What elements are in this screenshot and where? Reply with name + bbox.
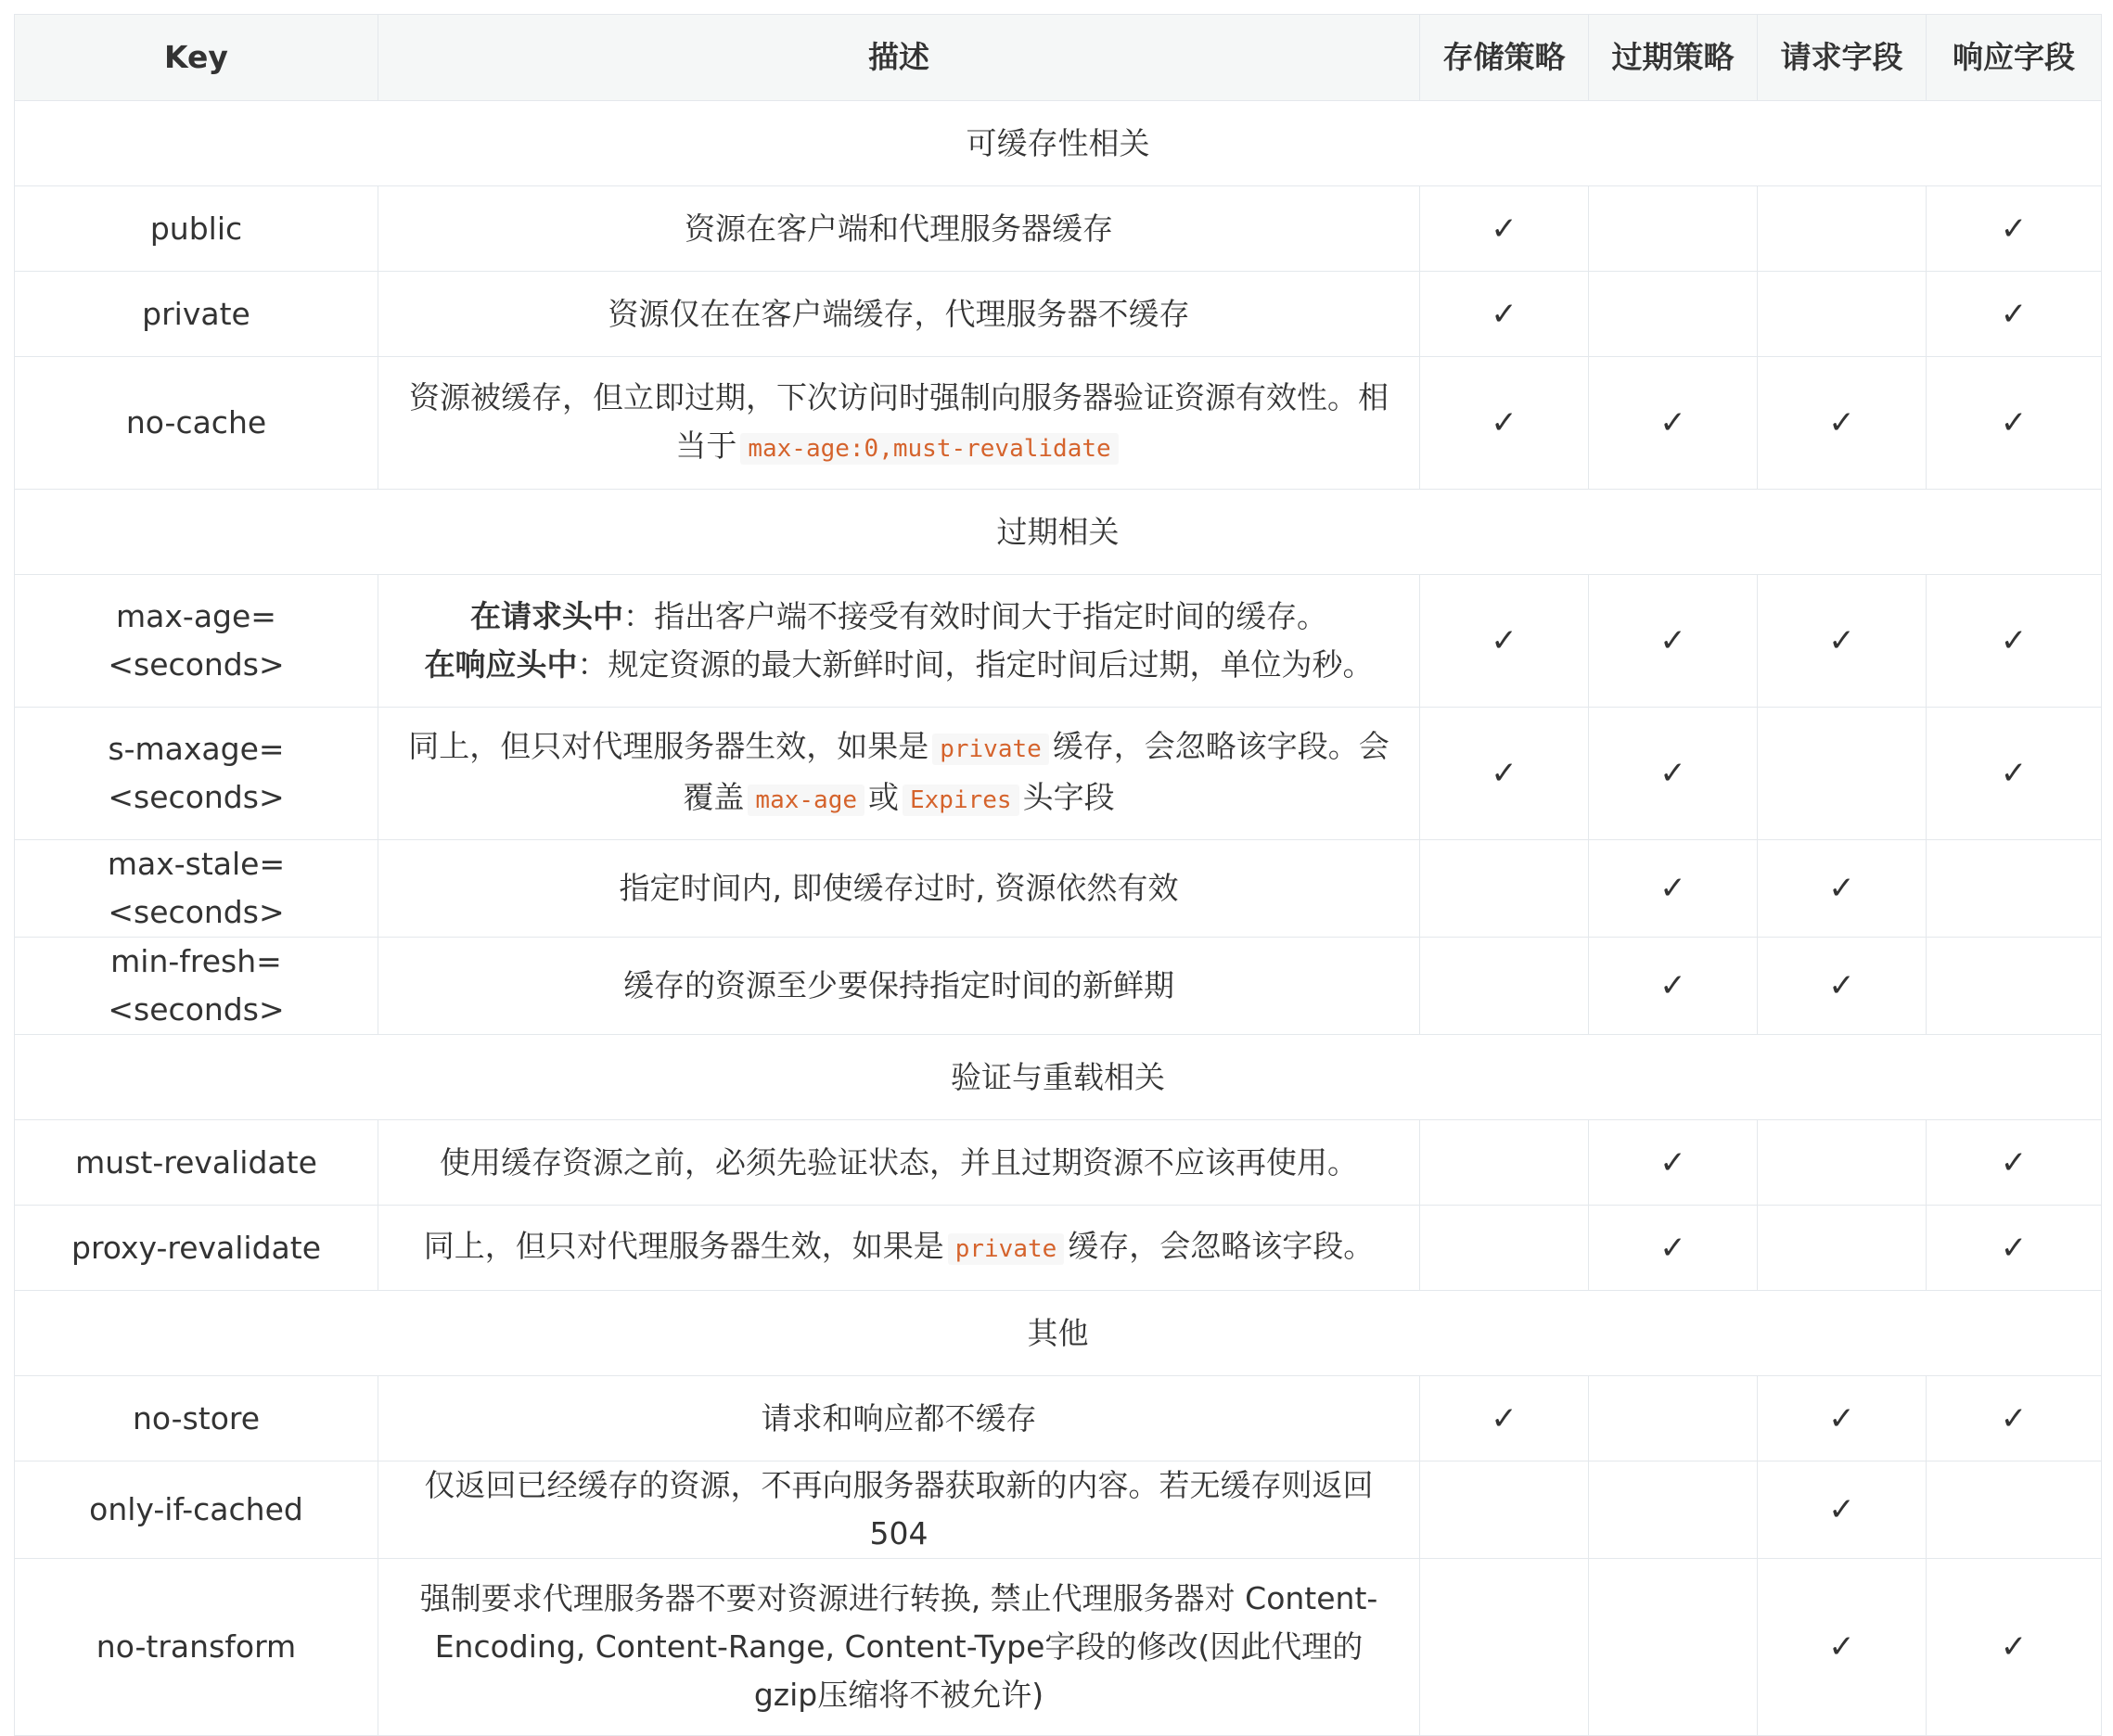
description-text: ：规定资源的最大新鲜时间，指定时间后过期，单位为秒。 xyxy=(577,646,1374,683)
inline-code: private xyxy=(932,734,1049,765)
empty-cell xyxy=(1420,1462,1589,1559)
row-key: s-maxage=<seconds> xyxy=(15,708,378,840)
description-text: 同上，但只对代理服务器生效，如果是 xyxy=(408,728,929,764)
check-icon: ✓ xyxy=(1589,575,1758,708)
inline-code: max-age:0,must-revalidate xyxy=(740,433,1118,465)
check-icon: ✓ xyxy=(1420,186,1589,272)
inline-code: max-age xyxy=(748,785,864,816)
row-key: max-stale=<seconds> xyxy=(15,840,378,938)
section-row xyxy=(15,1035,2102,1120)
check-icon: ✓ xyxy=(1420,272,1589,357)
description-text: 同上，但只对代理服务器生效，如果是 xyxy=(423,1228,944,1264)
row-description: 资源仅在在客户端缓存，代理服务器不缓存 xyxy=(378,272,1420,357)
table-row xyxy=(15,1206,2102,1291)
description-text: 缓存，会忽略该字段。 xyxy=(1068,1228,1375,1264)
description-text: 或 xyxy=(868,779,899,815)
empty-cell xyxy=(1589,1462,1758,1559)
section-row xyxy=(15,1291,2102,1376)
description-text: 头字段 xyxy=(1022,779,1115,815)
row-description: 缓存的资源至少要保持指定时间的新鲜期 xyxy=(378,938,1420,1035)
header-storage-policy: 存储策略 xyxy=(1420,15,1589,101)
row-description: 仅返回已经缓存的资源，不再向服务器获取新的内容。若无缓存则返回504 xyxy=(378,1462,1420,1559)
row-key: public xyxy=(15,186,378,272)
row-key: min-fresh=<seconds> xyxy=(15,938,378,1035)
empty-cell xyxy=(1589,272,1758,357)
table-row xyxy=(15,1376,2102,1462)
check-icon: ✓ xyxy=(1927,186,2102,272)
row-key: must-revalidate xyxy=(15,1120,378,1206)
check-icon: ✓ xyxy=(1927,1559,2102,1736)
check-icon: ✓ xyxy=(1420,575,1589,708)
table-row xyxy=(15,938,2102,1035)
bold-label: 在响应头中 xyxy=(424,646,578,683)
header-description: 描述 xyxy=(378,15,1420,101)
empty-cell xyxy=(1420,1559,1589,1736)
section-title: 过期相关 xyxy=(15,490,2102,575)
empty-cell xyxy=(1758,1206,1927,1291)
empty-cell xyxy=(1589,186,1758,272)
inline-code: private xyxy=(948,1233,1065,1265)
row-description: 资源在客户端和代理服务器缓存 xyxy=(378,186,1420,272)
empty-cell xyxy=(1927,1462,2102,1559)
check-icon: ✓ xyxy=(1589,938,1758,1035)
table-row xyxy=(15,357,2102,490)
row-key: no-store xyxy=(15,1376,378,1462)
empty-cell xyxy=(1758,1120,1927,1206)
check-icon: ✓ xyxy=(1758,840,1927,938)
row-description xyxy=(378,1206,1420,1291)
check-icon: ✓ xyxy=(1927,1376,2102,1462)
row-key: max-age=<seconds> xyxy=(15,575,378,708)
check-icon: ✓ xyxy=(1420,1376,1589,1462)
check-icon: ✓ xyxy=(1589,1120,1758,1206)
check-icon: ✓ xyxy=(1927,1120,2102,1206)
header-expire-policy: 过期策略 xyxy=(1589,15,1758,101)
check-icon: ✓ xyxy=(1758,1559,1927,1736)
row-key: no-cache xyxy=(15,357,378,490)
row-description xyxy=(378,708,1420,840)
check-icon: ✓ xyxy=(1420,357,1589,490)
row-key: no-transform xyxy=(15,1559,378,1736)
check-icon: ✓ xyxy=(1758,1376,1927,1462)
check-icon: ✓ xyxy=(1927,708,2102,840)
row-key: only-if-cached xyxy=(15,1462,378,1559)
header-key: Key xyxy=(15,15,378,101)
check-icon: ✓ xyxy=(1758,575,1927,708)
check-icon: ✓ xyxy=(1420,708,1589,840)
row-description: 强制要求代理服务器不要对资源进行转换, 禁止代理服务器对 Content-Encoding, Content-Range, Content-Type字段的修改(因此代理的gzip压缩将不被允许) xyxy=(378,1559,1420,1736)
bold-label: 在请求头中 xyxy=(470,598,623,634)
empty-cell xyxy=(1758,272,1927,357)
empty-cell xyxy=(1589,1376,1758,1462)
check-icon: ✓ xyxy=(1589,1206,1758,1291)
header-response-field: 响应字段 xyxy=(1927,15,2102,101)
empty-cell xyxy=(1927,938,2102,1035)
inline-code: Expires xyxy=(903,785,1019,816)
empty-cell xyxy=(1758,186,1927,272)
section-title: 其他 xyxy=(15,1291,2102,1376)
row-description: 指定时间内, 即使缓存过时, 资源依然有效 xyxy=(378,840,1420,938)
check-icon: ✓ xyxy=(1758,1462,1927,1559)
check-icon: ✓ xyxy=(1758,357,1927,490)
row-description xyxy=(378,357,1420,490)
check-icon: ✓ xyxy=(1589,357,1758,490)
check-icon: ✓ xyxy=(1758,938,1927,1035)
table-row xyxy=(15,186,2102,272)
table-row xyxy=(15,840,2102,938)
row-key: private xyxy=(15,272,378,357)
row-key: proxy-revalidate xyxy=(15,1206,378,1291)
table-row xyxy=(15,1120,2102,1206)
section-title: 可缓存性相关 xyxy=(15,101,2102,186)
header-request-field: 请求字段 xyxy=(1758,15,1927,101)
table-row xyxy=(15,1559,2102,1736)
cache-control-table-container xyxy=(14,14,2101,1736)
check-icon: ✓ xyxy=(1589,708,1758,840)
description-text: ：指出客户端不接受有效时间大于指定时间的缓存。 xyxy=(623,598,1327,634)
empty-cell xyxy=(1589,1559,1758,1736)
description-text: 缓存，会忽略该字段。会覆盖 xyxy=(683,728,1389,815)
description-text: 资源被缓存，但立即过期，下次访问时强制向服务器验证资源有效性。相当于 xyxy=(409,378,1389,464)
table-row xyxy=(15,272,2102,357)
table-header-row xyxy=(15,15,2102,101)
check-icon: ✓ xyxy=(1927,575,2102,708)
empty-cell xyxy=(1420,938,1589,1035)
check-icon: ✓ xyxy=(1927,1206,2102,1291)
section-row xyxy=(15,101,2102,186)
empty-cell xyxy=(1927,840,2102,938)
check-icon: ✓ xyxy=(1927,357,2102,490)
empty-cell xyxy=(1420,840,1589,938)
section-title: 验证与重载相关 xyxy=(15,1035,2102,1120)
row-description: 使用缓存资源之前，必须先验证状态，并且过期资源不应该再使用。 xyxy=(378,1120,1420,1206)
check-icon: ✓ xyxy=(1589,840,1758,938)
empty-cell xyxy=(1420,1206,1589,1291)
section-row xyxy=(15,490,2102,575)
table-row xyxy=(15,1462,2102,1559)
empty-cell xyxy=(1420,1120,1589,1206)
check-icon: ✓ xyxy=(1927,272,2102,357)
row-description: 请求和响应都不缓存 xyxy=(378,1376,1420,1462)
cache-control-table xyxy=(14,14,2102,1736)
empty-cell xyxy=(1758,708,1927,840)
table-row xyxy=(15,708,2102,840)
row-description xyxy=(378,575,1420,708)
table-row xyxy=(15,575,2102,708)
